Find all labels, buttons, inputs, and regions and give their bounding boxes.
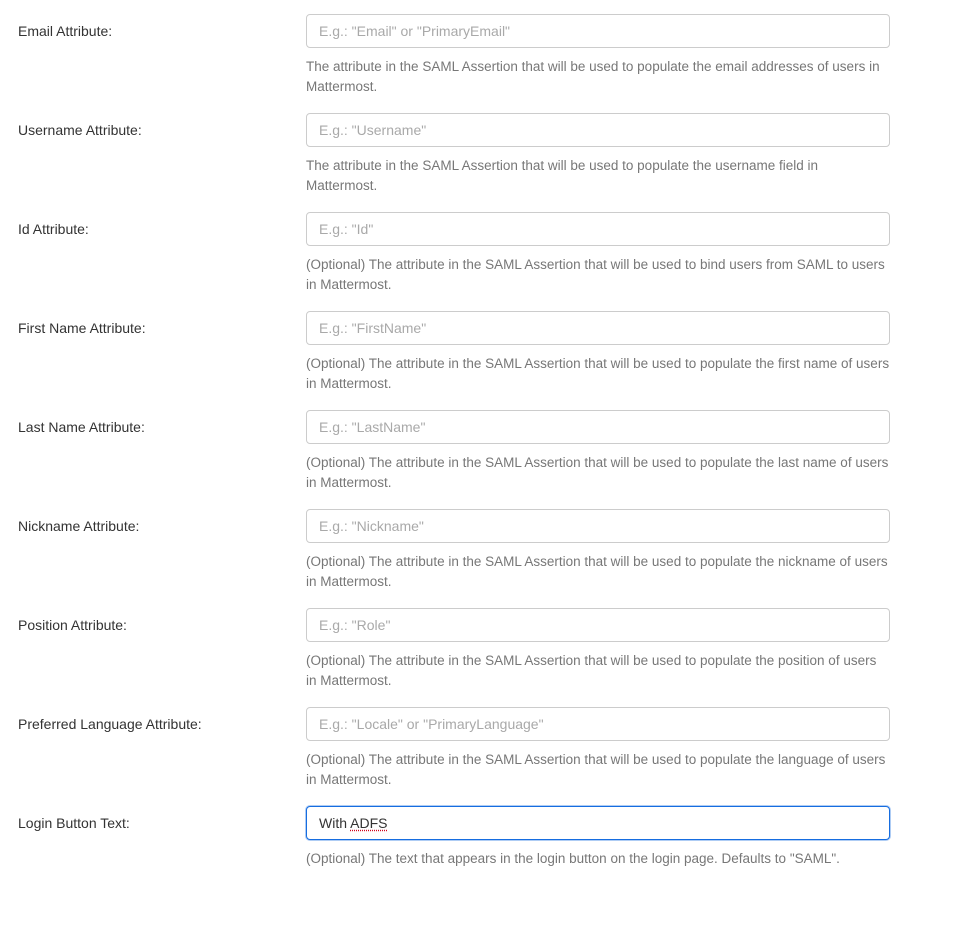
- field-wrapper-nickname-attribute: [306, 509, 890, 608]
- nickname-attribute-input[interactable]: [306, 509, 890, 543]
- field-wrapper-position-attribute: [306, 608, 890, 707]
- field-wrapper-email-attribute: [306, 14, 890, 113]
- help-last-name-attribute: (Optional) The attribute in the SAML Assertion that will be used to populate the last name of users in Mattermost.: [306, 455, 889, 490]
- field-group-preferred-language-attribute: [0, 707, 975, 806]
- field-group-login-button-text: [0, 806, 975, 885]
- field-wrapper-first-name-attribute: [306, 311, 890, 410]
- field-wrapper-username-attribute: [306, 113, 890, 212]
- help-position-attribute: (Optional) The attribute in the SAML Assertion that will be used to populate the position of users in Mattermost.: [306, 653, 877, 688]
- label-position-attribute: Position Attribute:: [18, 617, 127, 633]
- position-attribute-input[interactable]: [306, 608, 890, 642]
- field-group-username-attribute: [0, 113, 975, 212]
- username-attribute-input[interactable]: [306, 113, 890, 147]
- label-login-button-text: Login Button Text:: [18, 815, 130, 831]
- label-nickname-attribute: Nickname Attribute:: [18, 518, 140, 534]
- field-wrapper-login-button-text: [306, 806, 890, 885]
- login-button-text-input[interactable]: [306, 806, 890, 840]
- field-wrapper-preferred-language-attribute: [306, 707, 890, 806]
- help-nickname-attribute: (Optional) The attribute in the SAML Assertion that will be used to populate the nickname of users in Mattermost.: [306, 554, 888, 589]
- label-last-name-attribute: Last Name Attribute:: [18, 419, 145, 435]
- field-group-email-attribute: [0, 14, 975, 113]
- help-preferred-language-attribute: (Optional) The attribute in the SAML Assertion that will be used to populate the language of users in Mattermost.: [306, 752, 886, 787]
- login-button-text-value-misspelled: ADFS: [350, 815, 388, 831]
- help-login-button-text: (Optional) The text that appears in the login button on the login page. Defaults to "SAML".: [306, 851, 840, 866]
- help-id-attribute: (Optional) The attribute in the SAML Assertion that will be used to bind users from SAML to users in Mattermost.: [306, 257, 885, 292]
- login-button-text-value-prefix: With: [319, 815, 351, 831]
- field-group-position-attribute: [0, 608, 975, 707]
- field-group-first-name-attribute: [0, 311, 975, 410]
- label-first-name-attribute: First Name Attribute:: [18, 320, 146, 336]
- help-first-name-attribute: (Optional) The attribute in the SAML Assertion that will be used to populate the first name of users in Mattermost.: [306, 356, 890, 391]
- label-username-attribute: Username Attribute:: [18, 122, 142, 138]
- label-preferred-language-attribute: Preferred Language Attribute:: [18, 716, 202, 732]
- last-name-attribute-input[interactable]: [306, 410, 890, 444]
- field-group-nickname-attribute: [0, 509, 975, 608]
- email-attribute-input[interactable]: [306, 14, 890, 48]
- label-id-attribute: Id Attribute:: [18, 221, 89, 237]
- field-group-last-name-attribute: [0, 410, 975, 509]
- field-wrapper-last-name-attribute: [306, 410, 890, 509]
- label-email-attribute: Email Attribute:: [18, 23, 113, 39]
- field-group-id-attribute: [0, 212, 975, 311]
- first-name-attribute-input[interactable]: [306, 311, 890, 345]
- help-username-attribute: The attribute in the SAML Assertion that will be used to populate the username field in Mattermost.: [306, 158, 819, 193]
- field-wrapper-id-attribute: [306, 212, 890, 311]
- id-attribute-input[interactable]: [306, 212, 890, 246]
- help-email-attribute: The attribute in the SAML Assertion that will be used to populate the email addresses of users in Mattermost.: [306, 59, 880, 94]
- preferred-language-attribute-input[interactable]: [306, 707, 890, 741]
